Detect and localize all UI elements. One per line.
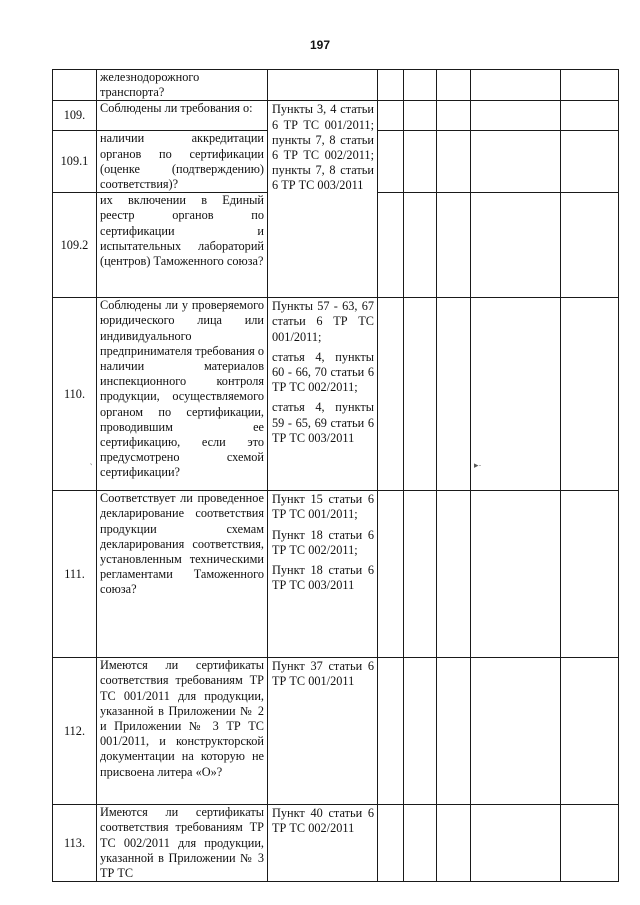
answer-cell[interactable] (404, 193, 437, 298)
notes-cell[interactable] (561, 70, 619, 101)
legal-reference: Пункт 37 статьи 6 ТР ТС 001/2011 (268, 658, 378, 805)
notes-cell[interactable] (471, 658, 561, 805)
row-number: 110. (53, 298, 97, 491)
notes-cell[interactable] (471, 131, 561, 193)
question-text: наличии аккредитации органов по сертификации (оценке (подтверждению) соответствия)? (97, 131, 268, 193)
answer-cell[interactable] (437, 193, 471, 298)
legal-reference: Пункт 15 статьи 6 ТР ТС 001/2011; Пункт 18 статьи 6 ТР ТС 002/2011; Пункт 18 статьи 6 ТР ТС 003/2011 (268, 491, 378, 658)
row-number: 109.2 (53, 193, 97, 298)
notes-cell[interactable] (471, 805, 561, 882)
notes-cell[interactable] (561, 298, 619, 491)
row-number (53, 70, 97, 101)
question-text: Имеются ли сертификаты соответствия требованиям ТР ТС 001/2011 для продукции, указанной в Приложении № 2 и Приложении № 3 ТР ТС 001/2011, и конструкторской документации на которую не присвоена литера «О»? (97, 658, 268, 805)
answer-cell[interactable] (378, 298, 404, 491)
question-text: Имеются ли сертификаты соответствия требованиям ТР ТС 002/2011 для продукции, указанной в Приложении № 3 ТР ТС (97, 805, 268, 882)
row-number: 109.1 (53, 131, 97, 193)
legal-reference: Пункты 57 - 63, 67 статьи 6 ТР ТС 001/2011; статья 4, пункты 60 - 66, 70 статьи 6 ТР ТС 002/2011; статья 4, пункты 59 - 65, 69 статьи 6 ТР ТС 003/2011 (268, 298, 378, 491)
answer-cell[interactable] (437, 101, 471, 131)
row-number: 113. (53, 805, 97, 882)
answer-cell[interactable] (437, 658, 471, 805)
answer-cell[interactable] (404, 70, 437, 101)
answer-cell[interactable] (437, 805, 471, 882)
table-row (53, 70, 619, 101)
table-row (53, 298, 619, 491)
answer-cell[interactable] (378, 131, 404, 193)
row-number: 109. (53, 101, 97, 131)
answer-cell[interactable] (404, 101, 437, 131)
notes-cell[interactable] (561, 101, 619, 131)
question-text: Соблюдены ли у проверяемого юридического лица или индивидуального предпринимателя требования о наличии материалов инспекционного контроля продукции, осуществляемого органом по сертификации, проводившим ее сертификацию, если это предусмотрено схемой сертификации? (97, 298, 268, 491)
notes-cell[interactable] (471, 193, 561, 298)
row-number: 111. (53, 491, 97, 658)
notes-cell[interactable] (471, 70, 561, 101)
table-row (53, 658, 619, 805)
notes-cell[interactable] (561, 193, 619, 298)
answer-cell[interactable] (437, 298, 471, 491)
answer-cell[interactable] (404, 658, 437, 805)
legal-reference: Пункт 40 статьи 6 ТР ТС 002/2011 (268, 805, 378, 882)
question-text: железнодорожного транспорта? (97, 70, 268, 101)
answer-cell[interactable] (378, 805, 404, 882)
answer-cell[interactable] (437, 491, 471, 658)
answer-cell[interactable] (404, 805, 437, 882)
question-text: их включении в Единый реестр органов по сертификации и испытательных лабораторий (центров) Таможенного союза? (97, 193, 268, 298)
answer-cell[interactable] (404, 131, 437, 193)
scan-mark: ‵ (90, 462, 93, 472)
answer-cell[interactable] (378, 491, 404, 658)
answer-cell[interactable] (404, 298, 437, 491)
page-number: 197 (309, 38, 331, 52)
question-text: Соблюдены ли требования о: (97, 101, 268, 131)
row-number: 112. (53, 658, 97, 805)
answer-cell[interactable] (378, 101, 404, 131)
legal-reference: Пункты 3, 4 статьи 6 ТР ТС 001/2011; пункты 7, 8 статьи 6 ТР ТС 002/2011; пункты 7, 8 статьи 6 ТР ТС 003/2011 (268, 101, 378, 298)
notes-cell[interactable] (561, 658, 619, 805)
checklist-table (52, 69, 619, 882)
notes-cell[interactable] (561, 805, 619, 882)
answer-cell[interactable] (378, 193, 404, 298)
table-row (53, 101, 619, 131)
notes-cell[interactable] (471, 491, 561, 658)
notes-cell[interactable] (561, 491, 619, 658)
table-row (53, 491, 619, 658)
answer-cell[interactable] (404, 491, 437, 658)
answer-cell[interactable] (378, 658, 404, 805)
scan-mark: ▸· (474, 460, 482, 470)
answer-cell[interactable] (437, 131, 471, 193)
notes-cell[interactable] (471, 298, 561, 491)
question-text: Соответствует ли проведенное декларирование соответствия продукции схемам декларирования соответствия, установленным техническими регламентами Таможенного союза? (97, 491, 268, 658)
answer-cell[interactable] (437, 70, 471, 101)
answer-cell[interactable] (378, 70, 404, 101)
notes-cell[interactable] (561, 131, 619, 193)
notes-cell[interactable] (471, 101, 561, 131)
table-row (53, 805, 619, 882)
